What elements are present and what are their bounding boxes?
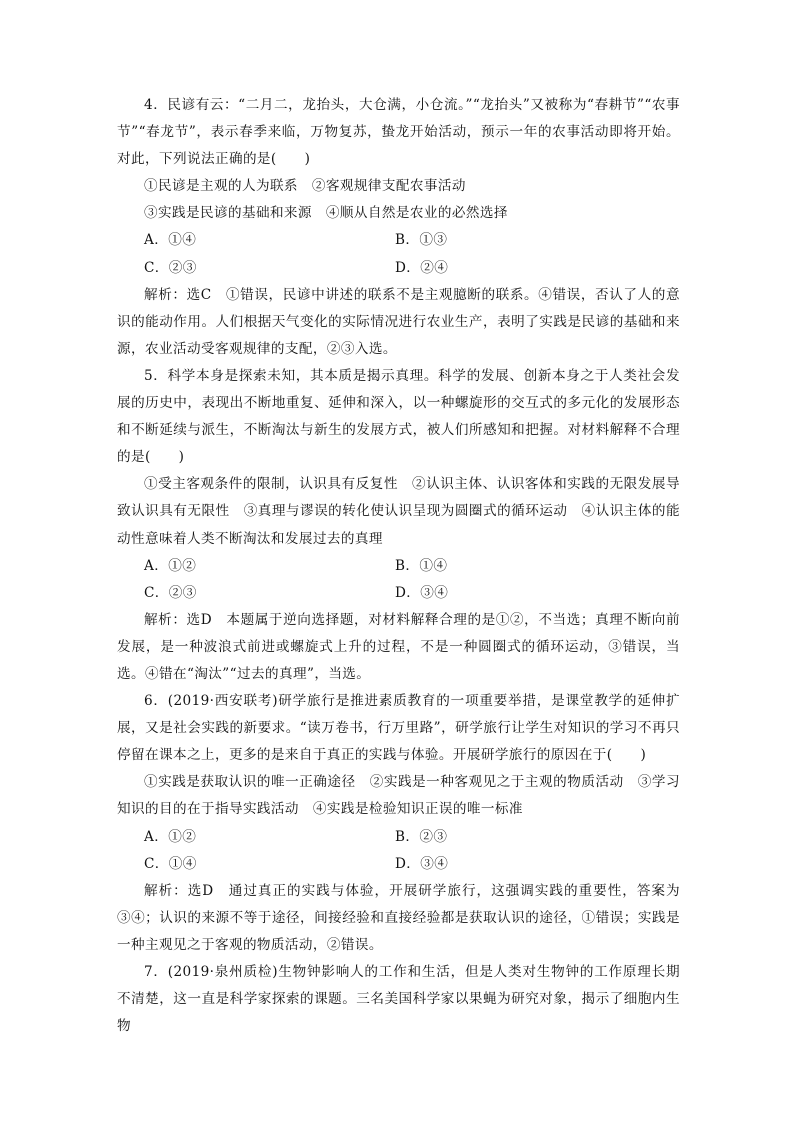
question-6-choice-c: C．①④ [144, 855, 197, 872]
question-5-choices-row-2 [117, 580, 680, 607]
question-6-choices-row-2 [117, 851, 680, 878]
question-6-choice-d: D．③④ [395, 855, 449, 872]
question-5-stem: 5．科学本身是探索未知，其本质是揭示真理。科学的发展、创新本身之于人类社会发展的历史中，表现出不断地重复、延伸和深入，以一种螺旋形的交互式的多元化的发展形态和不断延续与派生，不断淘汰与新生的发展方式，被人们所感知和把握。对材料解释不合理的是( ) [117, 367, 680, 466]
question-4-options-line-2: ③实践是民谚的基础和来源 ④顺从自然是农业的必然选择 [144, 205, 508, 222]
question-6-choice-a: A．①② [144, 828, 197, 845]
question-4-choice-c: C．②③ [144, 259, 197, 276]
question-5-analysis: 解析：选D 本题属于逆向选择题，对材料解释合理的是①②，不当选；真理不断向前发展，是一种波浪式前进或螺旋式上升的过程，不是一种圆圈式的循环运动，③错误，当选。④错在“淘汰”“过去的真理”，当选。 [117, 611, 680, 682]
question-5-options: ①受主客观条件的限制，认识具有反复性 ②认识主体、认识客体和实践的无限发展导致认识具有无限性 ③真理与谬误的转化使认识呈现为圆圈式的循环运动 ④认识主体的能动性意味着人类不断淘汰和发展过去的真理 [117, 476, 680, 547]
question-4-stem: 4．民谚有云：“二月二，龙抬头，大仓满，小仓流。”“龙抬头”又被称为“春耕节”“农事节”“春龙节”，表示春季来临，万物复苏，蛰龙开始活动，预示一年的农事活动即将开始。对此，下列说法正确的是( ) [117, 97, 680, 168]
question-6-stem: 6．(2019·西安联考)研学旅行是推进素质教育的一项重要举措，是课堂教学的延伸扩展，又是社会实践的新要求。“读万卷书，行万里路”，研学旅行让学生对知识的学习不再只停留在课本之上，更多的是来自于真正的实践与体验。开展研学旅行的原因在于( ) [117, 693, 680, 764]
question-6-options: ①实践是获取认识的唯一正确途径 ②实践是一种客观见之于主观的物质活动 ③学习知识的目的在于指导实践活动 ④实践是检验知识正误的唯一标准 [117, 774, 680, 818]
question-4-analysis: 解析：选C ①错误，民谚中讲述的联系不是主观臆断的联系。④错误，否认了人的意识的能动作用。人们根据天气变化的实际情况进行农业生产，表明了实践是民谚的基础和来源，农业活动受客观规律的支配，②③入选。 [117, 286, 680, 357]
question-5-choices-row-1 [117, 553, 680, 580]
question-4-choice-a: A．①④ [144, 232, 197, 249]
question-6-analysis: 解析：选D 通过真正的实践与体验，开展研学旅行，这强调实践的重要性，答案为③④；认识的来源不等于途径，间接经验和直接经验都是获取认识的途径，①错误；实践是一种主观见之于客观的物质活动，②错误。 [117, 882, 680, 953]
question-4-choices-row-1 [117, 227, 680, 254]
question-5-choice-a: A．①② [144, 557, 197, 574]
question-4-options-line-1: ①民谚是主观的人为联系 ②客观规律支配农事活动 [144, 178, 466, 195]
document-body [117, 92, 680, 1040]
question-6-choices-row-1 [117, 824, 680, 851]
question-5-choice-b: B．①④ [395, 557, 448, 574]
question-7-stem: 7．(2019·泉州质检)生物钟影响人的工作和生活，但是人类对生物钟的工作原理长期不清楚，这一直是科学家探索的课题。三名美国科学家以果蝇为研究对象，揭示了细胞内生物 [117, 964, 680, 1035]
question-4-choice-b: B．①③ [395, 232, 448, 249]
question-6-choice-b: B．②③ [395, 828, 448, 845]
question-5-choice-c: C．②③ [144, 584, 197, 601]
question-4-choices-row-2 [117, 255, 680, 282]
question-4-choice-d: D．②④ [395, 259, 449, 276]
question-5-choice-d: D．③④ [395, 584, 449, 601]
